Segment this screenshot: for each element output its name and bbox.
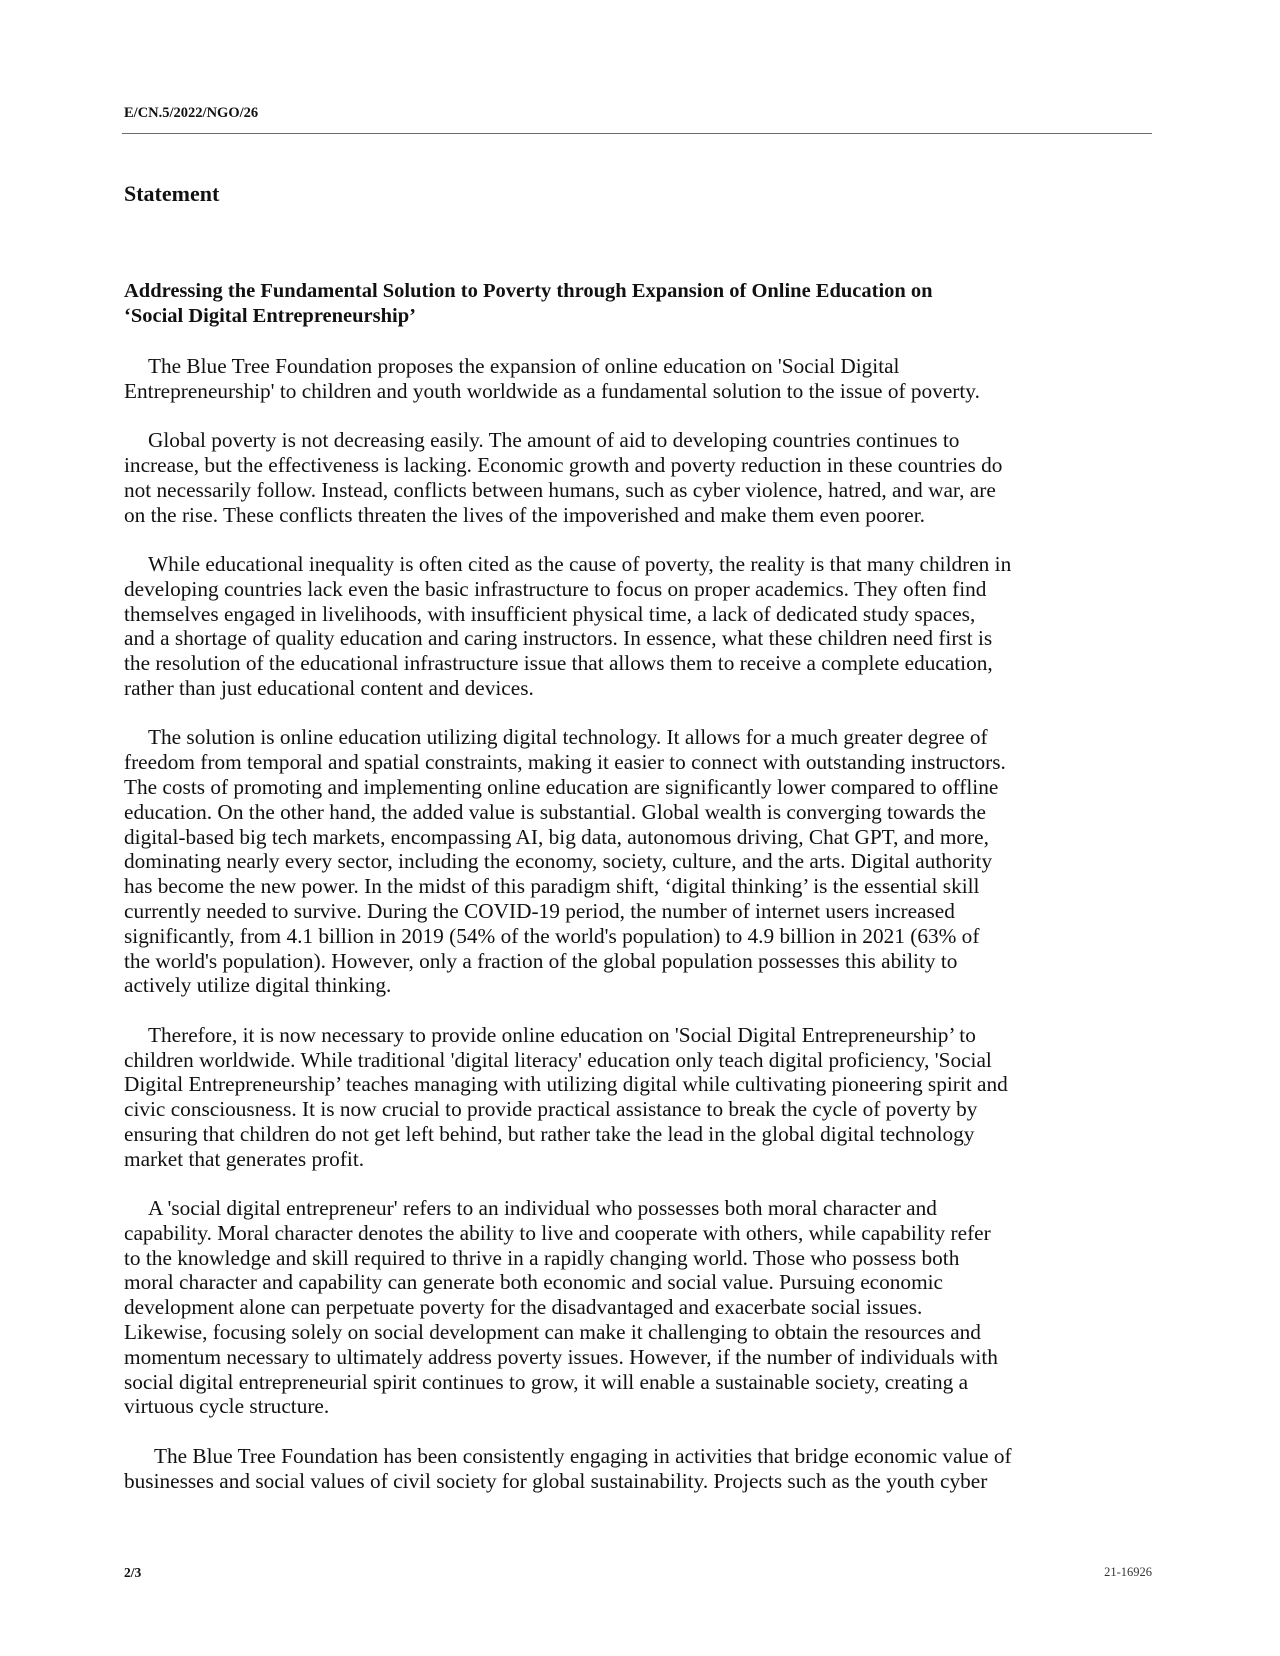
paragraph	[124, 1196, 1174, 1419]
paragraph-line: development alone can perpetuate poverty for the disadvantaged and exacerbate social issues.	[124, 1295, 923, 1320]
header-divider	[122, 133, 1152, 134]
section-heading: Statement	[124, 181, 220, 206]
paragraph-line: virtuous cycle structure.	[124, 1394, 330, 1419]
statement-title-line: ‘Social Digital Entrepreneurship’	[124, 305, 416, 327]
page-number: 2/3	[124, 1565, 142, 1580]
paragraph-line: capability. Moral character denotes the ability to live and cooperate with others, while capability refer	[124, 1220, 991, 1245]
paragraph-line: The costs of promoting and implementing online education are significantly lower compared to offline	[124, 774, 999, 799]
paragraph-line: market that generates profit.	[124, 1146, 365, 1171]
paragraph-line: The Blue Tree Foundation proposes the expansion of online education on 'Social Digital	[148, 354, 900, 378]
paragraph-line: currently needed to survive. During the COVID-19 period, the number of internet users increased	[124, 898, 955, 923]
paragraph	[124, 428, 1174, 527]
paragraph-line: the resolution of the educational infrastructure issue that allows them to receive a complete education,	[124, 651, 993, 676]
paragraph-line: ensuring that children do not get left behind, but rather take the lead in the global digital technology	[124, 1121, 975, 1146]
paragraph-line: rather than just educational content and devices.	[124, 675, 534, 700]
paragraph-line: A 'social digital entrepreneur' refers to an individual who possesses both moral character and	[148, 1196, 937, 1221]
paragraph	[124, 1023, 1174, 1172]
paragraph-line: has become the new power. In the midst of this paradigm shift, ‘digital thinking’ is the essential skill	[124, 874, 980, 899]
statement-title	[124, 279, 1164, 329]
paragraph-line: on the rise. These conflicts threaten the lives of the impoverished and make them even poorer.	[124, 502, 925, 527]
paragraph-line: actively utilize digital thinking.	[124, 973, 392, 998]
paragraph-line: While educational inequality is often cited as the cause of poverty, the reality is that many children in	[148, 551, 1012, 576]
paragraph-line: The Blue Tree Foundation has been consistently engaging in activities that bridge economic value of	[154, 1443, 1012, 1468]
paragraph-line: The solution is online education utilizing digital technology. It allows for a much greater degree of	[148, 725, 988, 750]
statement-title-line: Addressing the Fundamental Solution to Poverty through Expansion of Online Education on	[124, 280, 933, 302]
paragraph-line: themselves engaged in livelihoods, with insufficient physical time, a lack of dedicated study spaces,	[124, 601, 976, 626]
paragraph	[124, 725, 1174, 998]
paragraph	[124, 354, 1174, 404]
paragraph-line: Therefore, it is now necessary to provide online education on 'Social Digital Entrepreneurship’ to	[148, 1022, 976, 1047]
paragraph-line: momentum necessary to ultimately address poverty issues. However, if the number of individuals with	[124, 1344, 998, 1369]
paragraph-line: social digital entrepreneurial spirit continues to grow, it will enable a sustainable society, creating a	[124, 1369, 969, 1394]
paragraph-line: the world's population). However, only a fraction of the global population possesses this ability to	[124, 948, 958, 973]
statement-body	[124, 354, 1174, 1518]
paragraph-line: to the knowledge and skill required to thrive in a rapidly changing world. Those who possess both	[124, 1245, 960, 1270]
paragraph-line: civic consciousness. It is now crucial to provide practical assistance to break the cycle of poverty by	[124, 1097, 978, 1122]
paragraph-line: significantly, from 4.1 billion in 2019 (54% of the world's population) to 4.9 billion in 2021 (63% of	[124, 923, 980, 948]
paragraph-line: moral character and capability can generate both economic and social value. Pursuing economic	[124, 1270, 944, 1295]
paragraph-line: education. On the other hand, the added value is substantial. Global wealth is converging towards the	[124, 799, 986, 824]
paragraph	[124, 1444, 1174, 1494]
paragraph-line: not necessarily follow. Instead, conflicts between humans, such as cyber violence, hatred, and war, are	[124, 477, 996, 502]
paragraph-line: dominating nearly every sector, including the economy, society, culture, and the arts. Digital authority	[124, 849, 993, 874]
paragraph-line: digital-based big tech markets, encompassing AI, big data, autonomous driving, Chat GPT, and more,	[124, 824, 989, 849]
paragraph-line: and a shortage of quality education and caring instructors. In essence, what these children need first is	[124, 626, 993, 651]
paragraph-line: businesses and social values of civil society for global sustainability. Projects such as the youth cyber	[124, 1468, 988, 1493]
paragraph-line: Entrepreneurship' to children and youth worldwide as a fundamental solution to the issue of poverty.	[124, 378, 980, 403]
paragraph-line: Digital Entrepreneurship’ teaches managing with utilizing digital while cultivating pioneering spirit and	[124, 1072, 1008, 1097]
document-symbol: E/CN.5/2022/NGO/26	[124, 105, 259, 121]
paragraph-line: developing countries lack even the basic infrastructure to focus on proper academics. They often find	[124, 576, 987, 601]
document-code: 21-16926	[1104, 1565, 1152, 1579]
paragraph-line: children worldwide. While traditional 'digital literacy' education only teach digital proficiency, 'Social	[124, 1047, 992, 1072]
paragraph-line: freedom from temporal and spatial constraints, making it easier to connect with outstanding instructors.	[124, 750, 1006, 775]
paragraph	[124, 552, 1174, 701]
paragraph-line: Global poverty is not decreasing easily. The amount of aid to developing countries continues to	[148, 428, 960, 453]
paragraph-line: Likewise, focusing solely on social development can make it challenging to obtain the resources and	[124, 1320, 981, 1345]
paragraph-line: increase, but the effectiveness is lacking. Economic growth and poverty reduction in these countries do	[124, 452, 1003, 477]
